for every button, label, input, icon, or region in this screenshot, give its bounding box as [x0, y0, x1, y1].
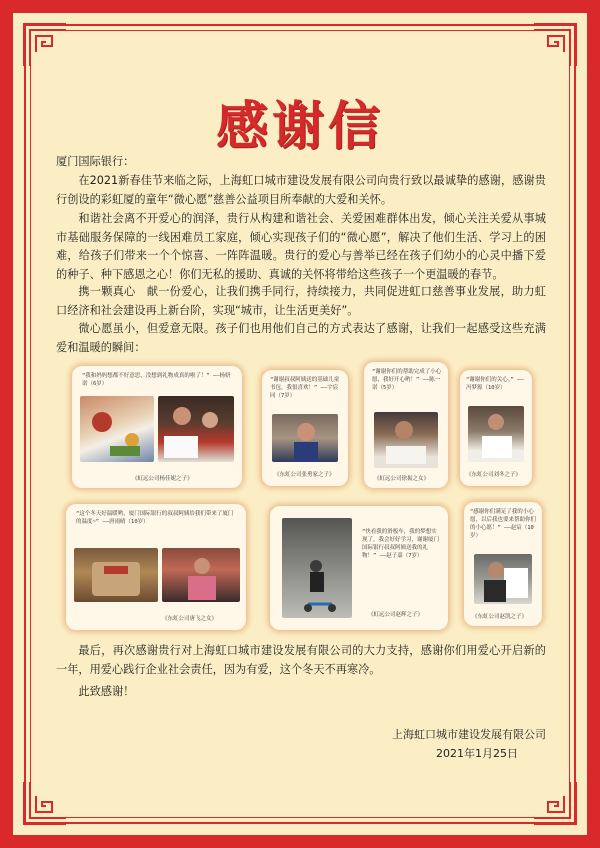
card-caption: 《虹远公司杨佳妮之子》	[132, 476, 193, 482]
paragraph-1: 在2021新春佳节来临之际，上海虹口城市建设发展有限公司向贵行致以最诚挚的感谢，感谢贵行创设的彩虹厦的童年“微心愿”慈善公益项目所奉献的大爱和关怀。	[56, 174, 546, 206]
photo-card-2	[262, 370, 348, 486]
card-caption: 《虹远公司徐振之女》	[374, 476, 430, 482]
closing-paragraph: 最后，再次感谢贵行对上海虹口城市建设发展有限公司的大力支持，感谢你们用爱心开启新的一年，用爱心践行企业社会责任，因为有爱，这个冬天不再寒冷。	[56, 644, 546, 676]
card-caption: 《东虹公司唐飞之女》	[162, 616, 218, 622]
card-quote: “这个冬天好温暖哟，厦门国际银行的叔叔阿姨给我们带来了厦门的温度~” ——唐雨晴（10岁）	[76, 511, 234, 525]
gift-bag-photo	[74, 548, 158, 602]
corner-ornament-bottom-left	[22, 780, 68, 826]
photo-card-7	[464, 502, 542, 626]
paragraph-2: 和谐社会离不开爱心的润泽，贵行从构建和谐社会、关爱困难群体出发，倾心关注关爱从事城市基础服务保障的一线困难员工家庭，倾心实现孩子们的“微心愿”，解决了他们生活、学习上的困难，给孩子们带来一个个惊喜、一阵阵温暖。贵行的爱心与善举已经在孩子们幼小的心灵中播下爱的种子、种下感恩之心！你们无私的援助、真诚的关怀将带给这些孩子一个更温暖的春节。	[56, 212, 546, 281]
child-with-letter-photo	[468, 406, 524, 462]
photo-card-1	[72, 366, 242, 488]
card-quote: “谢谢你们的关心。” ——冯梦源（10岁）	[466, 377, 524, 391]
card-caption: 《东虹公司张勇家之子》	[274, 472, 335, 478]
letter-title: 感谢信	[215, 96, 384, 157]
card-quote: “谢谢叔叔阿姨送的基础儿童书包，我很喜欢！” ——宇宸同（7岁）	[270, 377, 340, 399]
card-caption: 《东虹公司刘冬之子》	[466, 472, 522, 478]
greeting: 厦门国际银行：	[56, 155, 135, 168]
child-on-scooter-photo	[282, 518, 352, 618]
photo-card-3	[364, 362, 448, 488]
child-with-paper-photo	[474, 554, 532, 604]
corner-ornament-top-left	[22, 22, 68, 68]
paragraph-3: 携一颗真心 献一份爱心，让我们携手同行，持续接力，共同促进虹口慈善事业发展，助力虹口经济和社会建设再上新台阶，实现“城市，让生活更美好”。	[56, 285, 546, 317]
card-quote: “快看我的滑板车，我的梦想实现了，我会好好学习，谢谢厦门国际银行叔叔阿姨送我的礼物！” ——赵子嘉（7岁）	[362, 529, 440, 559]
child-writing-photo	[374, 412, 438, 468]
corner-ornament-top-right	[532, 22, 578, 68]
card-quote: “我和妈妈想都不好意思，没想到礼物成真的啦了！” ——杨妍诺（6岁）	[82, 373, 231, 387]
signature: 上海虹口城市建设发展有限公司	[392, 728, 546, 741]
photo-card-4	[460, 370, 532, 486]
child-with-gift-photo	[272, 414, 338, 462]
card-quote: “谢谢你们的帮助完成了小心愿，我好开心哟！” ——陈一诺（5岁）	[372, 369, 442, 391]
photo-card-6	[270, 506, 448, 630]
photo-card-5	[66, 504, 246, 630]
card-caption: 《虹远公司赵辉之子》	[368, 612, 424, 618]
letter-date: 2021年1月25日	[436, 747, 518, 760]
card-quote: “感谢你们满足了我的小心愿，以后我也要来帮助你们的小心愿！” ——赵宸（10岁）	[470, 509, 537, 539]
family-photo	[158, 396, 234, 462]
card-caption: 《东虹公司赵凯之子》	[472, 614, 528, 620]
child-drawing-photo	[80, 396, 154, 462]
corner-ornament-bottom-right	[532, 780, 578, 826]
child-on-bed-photo	[162, 548, 240, 602]
paragraph-4: 微心愿虽小，但爱意无限。孩子们也用他们自己的方式表达了感谢，让我们一起感受这些充满爱和温暖的瞬间：	[56, 322, 546, 354]
salute: 此致感谢！	[78, 685, 135, 698]
